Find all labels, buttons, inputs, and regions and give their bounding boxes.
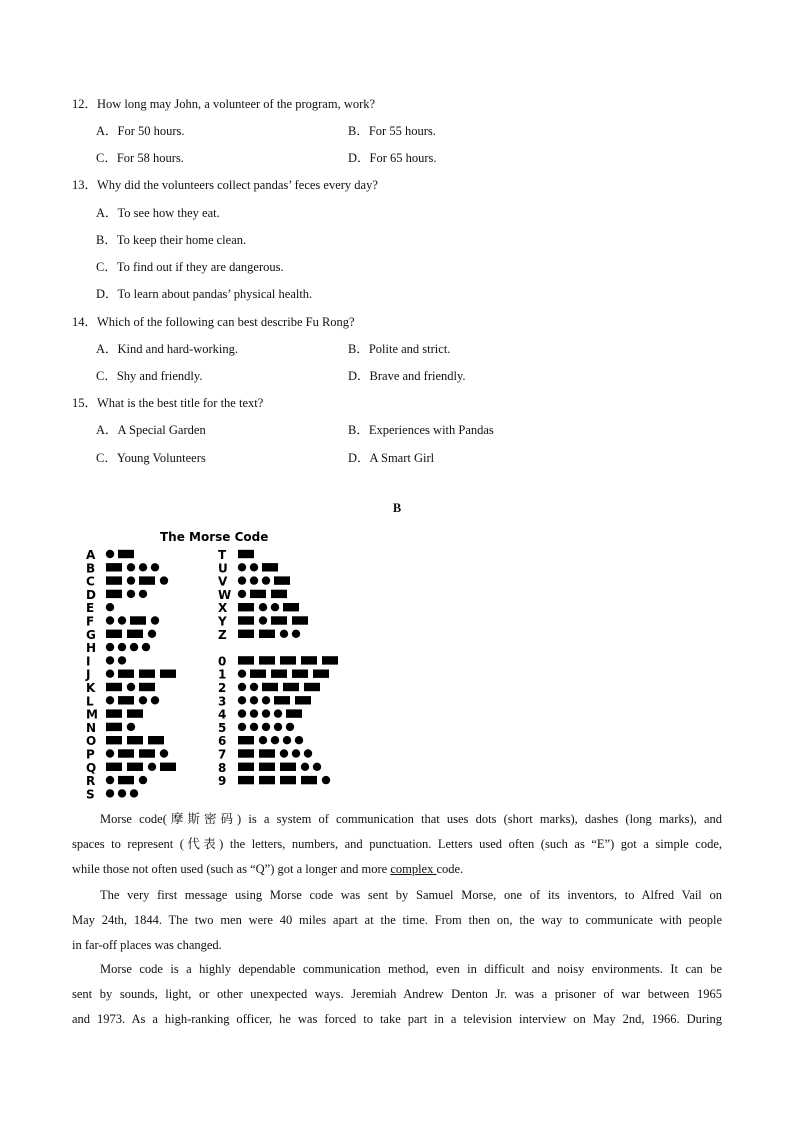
morse-7-dash-1 <box>259 749 275 757</box>
morse-i-dot-0 <box>106 656 114 664</box>
morse-k-dot-1 <box>127 683 135 691</box>
morse-p-dash-1 <box>118 749 134 757</box>
morse-b-dot-2 <box>139 563 147 571</box>
morse-7-dot-3 <box>292 749 300 757</box>
morse-n-dot-1 <box>127 723 135 731</box>
morse-label-q: Q <box>86 760 97 775</box>
morse-i-dot-1 <box>118 656 126 664</box>
morse-6-dot-2 <box>271 736 279 744</box>
q13-option-c: C．To find out if they are dangerous. <box>96 260 284 274</box>
morse-b-dot-3 <box>151 563 159 571</box>
morse-label-d: D <box>86 587 96 602</box>
morse-v-dot-1 <box>250 576 258 584</box>
morse-p-dot-3 <box>160 749 168 757</box>
morse-q-dash-3 <box>160 763 176 771</box>
morse-b-dash-0 <box>106 563 122 571</box>
morse-l-dot-3 <box>151 696 159 704</box>
morse-label-l: L <box>86 694 94 709</box>
q15-option-b: B．Experiences with Pandas <box>348 423 494 437</box>
morse-label-v: V <box>218 574 228 589</box>
q13-option-a: A．To see how they eat. <box>96 206 220 220</box>
morse-j-dash-1 <box>118 670 134 678</box>
morse-label-u: U <box>218 561 228 576</box>
question-15: 15．What is the best title for the text? <box>72 396 264 410</box>
morse-label-4: 4 <box>218 707 227 722</box>
morse-0-dash-2 <box>280 656 296 664</box>
q12-option-c: C．For 58 hours. <box>96 151 184 165</box>
morse-u-dot-0 <box>238 563 246 571</box>
morse-1-dash-3 <box>292 670 308 678</box>
morse-c-dash-0 <box>106 576 122 584</box>
morse-label-7: 7 <box>218 747 227 762</box>
morse-label-1: 1 <box>218 667 227 682</box>
p1-line-1: Morse code(摩斯密码) is a system of communication that uses dots (short marks), dashes (long marks), and <box>100 812 722 826</box>
morse-n-dash-0 <box>106 723 122 731</box>
morse-r-dash-1 <box>118 776 134 784</box>
morse-label-8: 8 <box>218 760 227 775</box>
morse-8-dot-4 <box>313 763 321 771</box>
morse-y-dash-3 <box>292 616 308 624</box>
morse-w-dash-2 <box>271 590 287 598</box>
morse-w-dash-1 <box>250 590 266 598</box>
morse-s-dot-1 <box>118 789 126 797</box>
q15-option-d: D．A Smart Girl <box>348 451 435 465</box>
morse-chart-title: The Morse Code <box>160 530 269 544</box>
paragraph-1 <box>72 807 722 882</box>
q12-option-a: A．For 50 hours. <box>96 124 185 138</box>
morse-code-chart <box>80 527 370 801</box>
underlined-word-complex: complex <box>390 862 437 876</box>
morse-u-dash-2 <box>262 563 278 571</box>
morse-t-dash-0 <box>238 550 254 558</box>
morse-9-dash-1 <box>259 776 275 784</box>
morse-5-dot-3 <box>274 723 282 731</box>
morse-label-w: W <box>218 587 232 602</box>
morse-q-dot-2 <box>148 763 156 771</box>
morse-4-dot-3 <box>274 709 282 717</box>
morse-o-dash-1 <box>127 736 143 744</box>
morse-z-dot-2 <box>280 630 288 638</box>
p3-line-3: and 1973. As a high-ranking officer, he was forced to take part in a television interview on May 2nd, 1966. During <box>72 1012 722 1026</box>
morse-d-dash-0 <box>106 590 122 598</box>
morse-4-dash-4 <box>286 709 302 717</box>
morse-j-dash-3 <box>160 670 176 678</box>
morse-label-s: S <box>86 787 95 801</box>
morse-v-dot-2 <box>262 576 270 584</box>
morse-r-dot-2 <box>139 776 147 784</box>
morse-2-dot-1 <box>250 683 258 691</box>
morse-7-dot-4 <box>304 749 312 757</box>
morse-h-dot-2 <box>130 643 138 651</box>
morse-h-dot-0 <box>106 643 114 651</box>
morse-b-dot-1 <box>127 563 135 571</box>
morse-label-z: Z <box>218 627 227 642</box>
morse-5-dot-4 <box>286 723 294 731</box>
q14-option-a: A．Kind and hard-working. <box>96 342 238 356</box>
morse-label-0: 0 <box>218 654 227 669</box>
morse-d-dot-1 <box>127 590 135 598</box>
morse-2-dash-3 <box>283 683 299 691</box>
morse-g-dot-2 <box>148 630 156 638</box>
morse-label-2: 2 <box>218 681 227 695</box>
morse-4-dot-0 <box>238 709 246 717</box>
morse-5-dot-1 <box>250 723 258 731</box>
morse-j-dash-2 <box>139 670 155 678</box>
p1-line-3-start: while those not often used (such as “Q”) got a longer and more <box>72 862 391 876</box>
morse-w-dot-0 <box>238 590 246 598</box>
morse-label-a: A <box>86 548 96 562</box>
morse-8-dash-0 <box>238 763 254 771</box>
q13-option-b: B．To keep their home clean. <box>96 233 247 247</box>
morse-f-dot-3 <box>151 616 159 624</box>
morse-4-dot-2 <box>262 709 270 717</box>
morse-label-x: X <box>218 601 228 616</box>
morse-h-dot-1 <box>118 643 126 651</box>
p2-line-2: May 24th, 1844. The two men were 40 miles apart at the time. From then on, the way to communicate with people <box>72 913 722 927</box>
morse-8-dot-3 <box>301 763 309 771</box>
morse-label-j: J <box>86 667 91 682</box>
question-14: 14．Which of the following can best describe Fu Rong? <box>72 315 355 329</box>
morse-x-dash-0 <box>238 603 254 611</box>
morse-1-dot-0 <box>238 670 246 678</box>
morse-v-dot-0 <box>238 576 246 584</box>
section-label: B <box>392 501 402 515</box>
morse-label-r: R <box>86 774 96 789</box>
morse-v-dash-3 <box>274 576 290 584</box>
morse-j-dot-0 <box>106 670 114 678</box>
morse-6-dot-3 <box>283 736 291 744</box>
p2-line-3: in far-off places was changed. <box>72 938 222 952</box>
morse-8-dash-1 <box>259 763 275 771</box>
morse-7-dot-2 <box>280 749 288 757</box>
morse-z-dash-0 <box>238 630 254 638</box>
morse-3-dot-2 <box>262 696 270 704</box>
morse-2-dot-0 <box>238 683 246 691</box>
morse-y-dash-2 <box>271 616 287 624</box>
morse-9-dash-3 <box>301 776 317 784</box>
morse-l-dash-1 <box>118 696 134 704</box>
morse-x-dot-1 <box>259 603 267 611</box>
morse-p-dot-0 <box>106 749 114 757</box>
morse-g-dash-0 <box>106 630 122 638</box>
p1-line-3 <box>72 857 722 882</box>
morse-k-dash-2 <box>139 683 155 691</box>
morse-u-dot-1 <box>250 563 258 571</box>
q14-option-c: C．Shy and friendly. <box>96 369 203 383</box>
morse-c-dot-1 <box>127 576 135 584</box>
p1-line-3-end: code. <box>436 862 464 876</box>
morse-p-dash-2 <box>139 749 155 757</box>
morse-a-dash-1 <box>118 550 134 558</box>
morse-2-dash-4 <box>304 683 320 691</box>
morse-label-5: 5 <box>218 720 227 735</box>
morse-label-9: 9 <box>218 774 227 789</box>
morse-label-h: H <box>86 641 97 656</box>
morse-9-dash-0 <box>238 776 254 784</box>
question-12: 12．How long may John, a volunteer of the program, work? <box>72 97 376 111</box>
q14-option-b: B．Polite and strict. <box>348 342 451 356</box>
morse-6-dot-1 <box>259 736 267 744</box>
morse-6-dot-4 <box>295 736 303 744</box>
morse-s-dot-2 <box>130 789 138 797</box>
morse-label-3: 3 <box>218 694 227 709</box>
morse-label-y: Y <box>218 614 227 629</box>
morse-0-dash-3 <box>301 656 317 664</box>
morse-7-dash-0 <box>238 749 254 757</box>
morse-f-dot-1 <box>118 616 126 624</box>
q12-option-d: D．For 65 hours. <box>348 151 437 165</box>
p3-line-1: Morse code is a highly dependable communication method, even in difficult and noisy environments. It can be <box>100 962 722 976</box>
morse-label-6: 6 <box>218 734 227 749</box>
morse-label-m: M <box>86 707 98 722</box>
p3-line-2: sent by sounds, light, or other unexpected ways. Jeremiah Andrew Denton Jr. was a prisoner of war between 1965 <box>72 987 722 1001</box>
paragraph-2 <box>72 883 722 958</box>
morse-4-dot-1 <box>250 709 258 717</box>
morse-c-dot-3 <box>160 576 168 584</box>
morse-s-dot-0 <box>106 789 114 797</box>
morse-q-dash-1 <box>127 763 143 771</box>
morse-1-dash-4 <box>313 670 329 678</box>
morse-g-dash-1 <box>127 630 143 638</box>
morse-label-p: P <box>86 747 95 762</box>
morse-x-dash-3 <box>283 603 299 611</box>
morse-label-g: G <box>86 627 96 642</box>
morse-label-b: B <box>86 561 96 576</box>
morse-z-dot-3 <box>292 630 300 638</box>
q12-option-b: B．For 55 hours. <box>348 124 436 138</box>
morse-label-n: N <box>86 720 97 735</box>
morse-o-dash-0 <box>106 736 122 744</box>
morse-3-dot-0 <box>238 696 246 704</box>
morse-0-dash-4 <box>322 656 338 664</box>
morse-h-dot-3 <box>142 643 150 651</box>
morse-r-dot-0 <box>106 776 114 784</box>
morse-3-dash-3 <box>274 696 290 704</box>
morse-l-dot-2 <box>139 696 147 704</box>
morse-l-dot-0 <box>106 696 114 704</box>
morse-label-o: O <box>86 734 97 749</box>
paragraph-3 <box>72 957 722 1032</box>
morse-label-e: E <box>86 601 95 616</box>
morse-8-dash-2 <box>280 763 296 771</box>
morse-o-dash-2 <box>148 736 164 744</box>
q15-option-a: A．A Special Garden <box>96 423 206 437</box>
morse-label-c: C <box>86 574 95 589</box>
morse-q-dash-0 <box>106 763 122 771</box>
morse-e-dot-0 <box>106 603 114 611</box>
morse-f-dash-2 <box>130 616 146 624</box>
morse-0-dash-1 <box>259 656 275 664</box>
morse-label-f: F <box>86 614 95 629</box>
q14-option-d: D．Brave and friendly. <box>348 369 466 383</box>
morse-f-dot-0 <box>106 616 114 624</box>
morse-k-dash-0 <box>106 683 122 691</box>
morse-y-dot-1 <box>259 616 267 624</box>
morse-3-dash-4 <box>295 696 311 704</box>
morse-label-k: K <box>86 681 96 695</box>
morse-9-dash-2 <box>280 776 296 784</box>
morse-0-dash-0 <box>238 656 254 664</box>
morse-9-dot-4 <box>322 776 330 784</box>
morse-label-i: I <box>86 654 91 669</box>
p2-line-1: The very first message using Morse code was sent by Samuel Morse, one of its inventors, to Alfred Vail on <box>100 888 722 902</box>
morse-5-dot-2 <box>262 723 270 731</box>
question-13: 13．Why did the volunteers collect pandas’ feces every day? <box>72 178 378 192</box>
morse-1-dash-2 <box>271 670 287 678</box>
p1-line-2: spaces to represent (代表) the letters, numbers, and punctuation. Letters used often (such as “E”) got a simple code, <box>72 837 722 851</box>
morse-1-dash-1 <box>250 670 266 678</box>
morse-m-dash-0 <box>106 709 122 717</box>
morse-c-dash-2 <box>139 576 155 584</box>
morse-x-dot-2 <box>271 603 279 611</box>
q13-option-d: D．To learn about pandas’ physical health. <box>96 287 313 301</box>
morse-label-t: T <box>218 548 227 562</box>
morse-y-dash-0 <box>238 616 254 624</box>
morse-5-dot-0 <box>238 723 246 731</box>
morse-m-dash-1 <box>127 709 143 717</box>
morse-a-dot-0 <box>106 550 114 558</box>
morse-6-dash-0 <box>238 736 254 744</box>
morse-z-dash-1 <box>259 630 275 638</box>
morse-2-dash-2 <box>262 683 278 691</box>
q15-option-c: C．Young Volunteers <box>96 451 206 465</box>
morse-3-dot-1 <box>250 696 258 704</box>
morse-d-dot-2 <box>139 590 147 598</box>
